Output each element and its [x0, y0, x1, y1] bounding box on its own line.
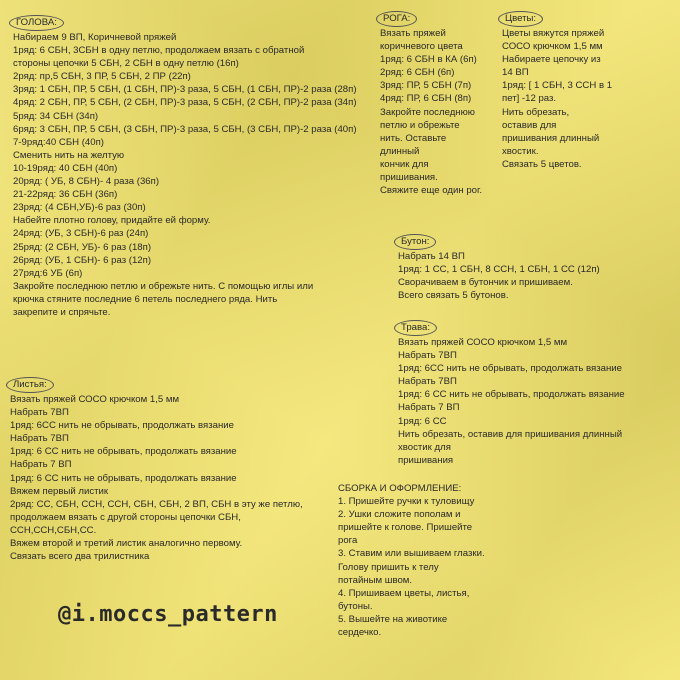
- bud-line: Набрать 14 ВП: [398, 251, 465, 262]
- assembly-title: СБОРКА И ОФОРМЛЕНИЕ:: [338, 483, 462, 494]
- leaves-line: Вяжем второй и третий листик аналогично первому.: [10, 538, 243, 550]
- assembly-line: Голову пришить к телу: [338, 561, 439, 573]
- bud-lines: [398, 250, 600, 302]
- horns-line: Закройте последнюю: [380, 106, 475, 118]
- head-line: 10-19ряд: 40 СБН (40п): [13, 162, 118, 174]
- leaves-line: Вяжем первый листик: [10, 485, 109, 497]
- grass-line: Набрать 7ВП: [398, 376, 457, 388]
- grass-lines: [398, 336, 625, 467]
- assembly-line: потайным швом.: [338, 574, 413, 586]
- leaves-title: Листья:: [6, 377, 54, 393]
- grass-line: Вязать пряжей СОСО крючком 1,5 мм: [398, 337, 568, 348]
- assembly-line: рога: [338, 535, 358, 547]
- head-line: 27ряд:6 УБ (6п): [13, 267, 83, 279]
- head-line: 5ряд: 34 СБН (34п): [13, 110, 99, 122]
- flowers-line: Набираете цепочку из: [502, 54, 601, 66]
- horns-line: 1ряд: 6 СБН в КА (6п): [380, 54, 477, 66]
- leaves-line: Связать всего два трилистника: [10, 551, 150, 563]
- grass-line: пришивания: [398, 454, 454, 466]
- horns-line: Свяжите еще один рог.: [380, 185, 483, 197]
- grass-line: 1ряд: 6 СС: [398, 415, 447, 427]
- head-line: Сменить нить на желтую: [13, 149, 125, 161]
- head-line: стороны цепочки 5 СБН, 2 СБН в одну петлю (16п): [13, 58, 239, 70]
- leaves-line: 2ряд: СС, СБН, ССН, ССН, СБН, СБН, 2 ВП, СБН в эту же петлю,: [10, 498, 303, 510]
- leaves-line: Набрать 7 ВП: [10, 459, 72, 471]
- head-line: 1ряд: 6 СБН, 3СБН в одну петлю, продолжаем вязать с обратной: [13, 45, 305, 57]
- bud-title: Бутон:: [394, 234, 436, 250]
- assembly-line: 1. Пришейте ручки к туловищу: [338, 496, 475, 508]
- head-line: 25ряд: (2 СБН, УБ)- 6 раз (18п): [13, 241, 152, 253]
- horns-line: длинный: [380, 145, 420, 157]
- assembly-line: 3. Ставим или вышиваем глазки.: [338, 548, 485, 560]
- leaves-line: 1ряд: 6СС нить не обрывать, продолжать вязание: [10, 420, 234, 432]
- head-line: Закройте последнюю петлю и обрежьте нить. С помощью иглы или: [13, 280, 314, 292]
- bud-section: [398, 234, 600, 302]
- leaves-lines: [10, 393, 303, 563]
- grass-line: Нить обрезать, оставив для пришивания длинный: [398, 428, 623, 440]
- assembly-line: сердечко.: [338, 627, 382, 639]
- head-lines: [13, 31, 357, 319]
- grass-section: [398, 320, 625, 467]
- leaves-line: Вязать пряжей СОСО крючком 1,5 мм: [10, 394, 180, 405]
- flowers-section: [502, 11, 612, 171]
- leaves-line: 1ряд: 6 СС нить не обрывать, продолжать вязание: [10, 446, 237, 458]
- horns-line: 4ряд: ПР, 6 СБН (8п): [380, 93, 472, 105]
- horns-lines: [380, 27, 482, 197]
- flowers-line: пет] -12 раз.: [502, 93, 557, 105]
- head-line: 21-22ряд: 36 СБН (36п): [13, 189, 118, 201]
- head-line: закрепите и спрячьте.: [13, 306, 111, 318]
- horns-line: 2ряд: 6 СБН (6п): [380, 67, 455, 79]
- bud-line: Сворачиваем в бутончик и пришиваем.: [398, 277, 573, 289]
- bud-line: 1ряд: 1 СС, 1 СБН, 8 ССН, 1 СБН, 1 СС (12п): [398, 264, 600, 276]
- leaves-line: продолжаем вязать с другой стороны цепочки СБН,: [10, 511, 241, 523]
- head-line: 23ряд: (4 СБН,УБ)-6 раз (30п): [13, 202, 146, 214]
- horns-line: пришивания.: [380, 172, 438, 184]
- flowers-line: 14 ВП: [502, 67, 529, 79]
- horns-line: 3ряд: ПР, 5 СБН (7п): [380, 80, 472, 92]
- assembly-line: 5. Вышейте на животике: [338, 613, 448, 625]
- head-line: 20ряд: ( УБ, 8 СБН)- 4 раза (36п): [13, 176, 160, 188]
- horns-title: РОГА:: [376, 11, 417, 27]
- assembly-line: 4. Пришиваем цветы, листья,: [338, 587, 470, 599]
- author-watermark: @i.moccs_pattern: [58, 602, 278, 627]
- horns-line: кончик для: [380, 158, 429, 170]
- head-section: [13, 15, 357, 319]
- flowers-lines: [502, 27, 612, 171]
- head-line: 2ряд: пр,5 СБН, 3 ПР, 5 СБН, 2 ПР (22п): [13, 71, 191, 83]
- head-line: 4ряд: 2 СБН, ПР, 5 СБН, (2 СБН, ПР)-3 раза, 5 СБН, (2 СБН, ПР)-2 раза (34п): [13, 97, 357, 109]
- flowers-line: 1ряд: [ 1 СБН, 3 ССН в 1: [502, 80, 613, 92]
- flowers-line: Связать 5 цветов.: [502, 158, 582, 170]
- horns-line: коричневого цвета: [380, 41, 463, 53]
- leaves-line: 1ряд: 6 СС нить не обрывать, продолжать вязание: [10, 472, 237, 484]
- flowers-line: оставив для: [502, 119, 557, 131]
- grass-line: 1ряд: 6 СС нить не обрывать, продолжать вязание: [398, 389, 625, 401]
- head-line: Набираем 9 ВП, Коричневой пряжей: [13, 32, 177, 43]
- assembly-section: [338, 482, 485, 639]
- grass-line: Набрать 7ВП: [398, 350, 457, 362]
- assembly-line: бутоны.: [338, 600, 373, 612]
- head-line: 7-9ряд:40 СБН (40п): [13, 136, 104, 148]
- head-line: крючка стяните последние 6 петель последнего ряда. Нить: [13, 293, 278, 305]
- head-line: 26ряд: (УБ, 1 СБН)- 6 раз (12п): [13, 254, 152, 266]
- head-line: 6ряд: 3 СБН, ПР, 5 СБН, (3 СБН, ПР)-3 раза, 5 СБН, (3 СБН, ПР)-2 раза (40п): [13, 123, 357, 135]
- flowers-line: Нить обрезать,: [502, 106, 570, 118]
- flowers-line: Цветы вяжутся пряжей: [502, 28, 605, 39]
- assembly-line: пришейте к голове. Пришейте: [338, 522, 473, 534]
- grass-line: Набрать 7 ВП: [398, 402, 460, 414]
- head-line: 24ряд: (УБ, 3 СБН)-6 раз (24п): [13, 228, 149, 240]
- flowers-line: хвостик.: [502, 145, 539, 157]
- horns-section: [380, 11, 482, 197]
- head-line: 3ряд: 1 СБН, ПР, 5 СБН, (1 СБН, ПР)-3 раза, 5 СБН, (1 СБН, ПР)-2 раза (28п): [13, 84, 357, 96]
- leaves-line: Набрать 7ВП: [10, 407, 69, 419]
- flowers-line: пришивания длинный: [502, 132, 600, 144]
- assembly-line: 2. Ушки сложите пополам и: [338, 509, 461, 521]
- leaves-line: ССН,ССН,СБН,СС.: [10, 524, 97, 536]
- grass-line: 1ряд: 6СС нить не обрывать, продолжать вязание: [398, 363, 622, 375]
- flowers-line: СОСО крючком 1,5 мм: [502, 41, 603, 53]
- flowers-title: Цветы:: [498, 11, 543, 27]
- horns-line: Вязать пряжей: [380, 28, 446, 39]
- leaves-section: [10, 377, 303, 563]
- bud-line: Всего связать 5 бутонов.: [398, 290, 509, 302]
- head-line: Набейте плотно голову, придайте ей форму.: [13, 215, 211, 227]
- grass-title: Трава:: [394, 320, 437, 336]
- grass-line: хвостик для: [398, 441, 451, 453]
- assembly-lines: [338, 495, 485, 639]
- horns-line: нить. Оставьте: [380, 132, 447, 144]
- head-title: ГОЛОВА:: [9, 15, 64, 31]
- horns-line: петлю и обрежьте: [380, 119, 460, 131]
- leaves-line: Набрать 7ВП: [10, 433, 69, 445]
